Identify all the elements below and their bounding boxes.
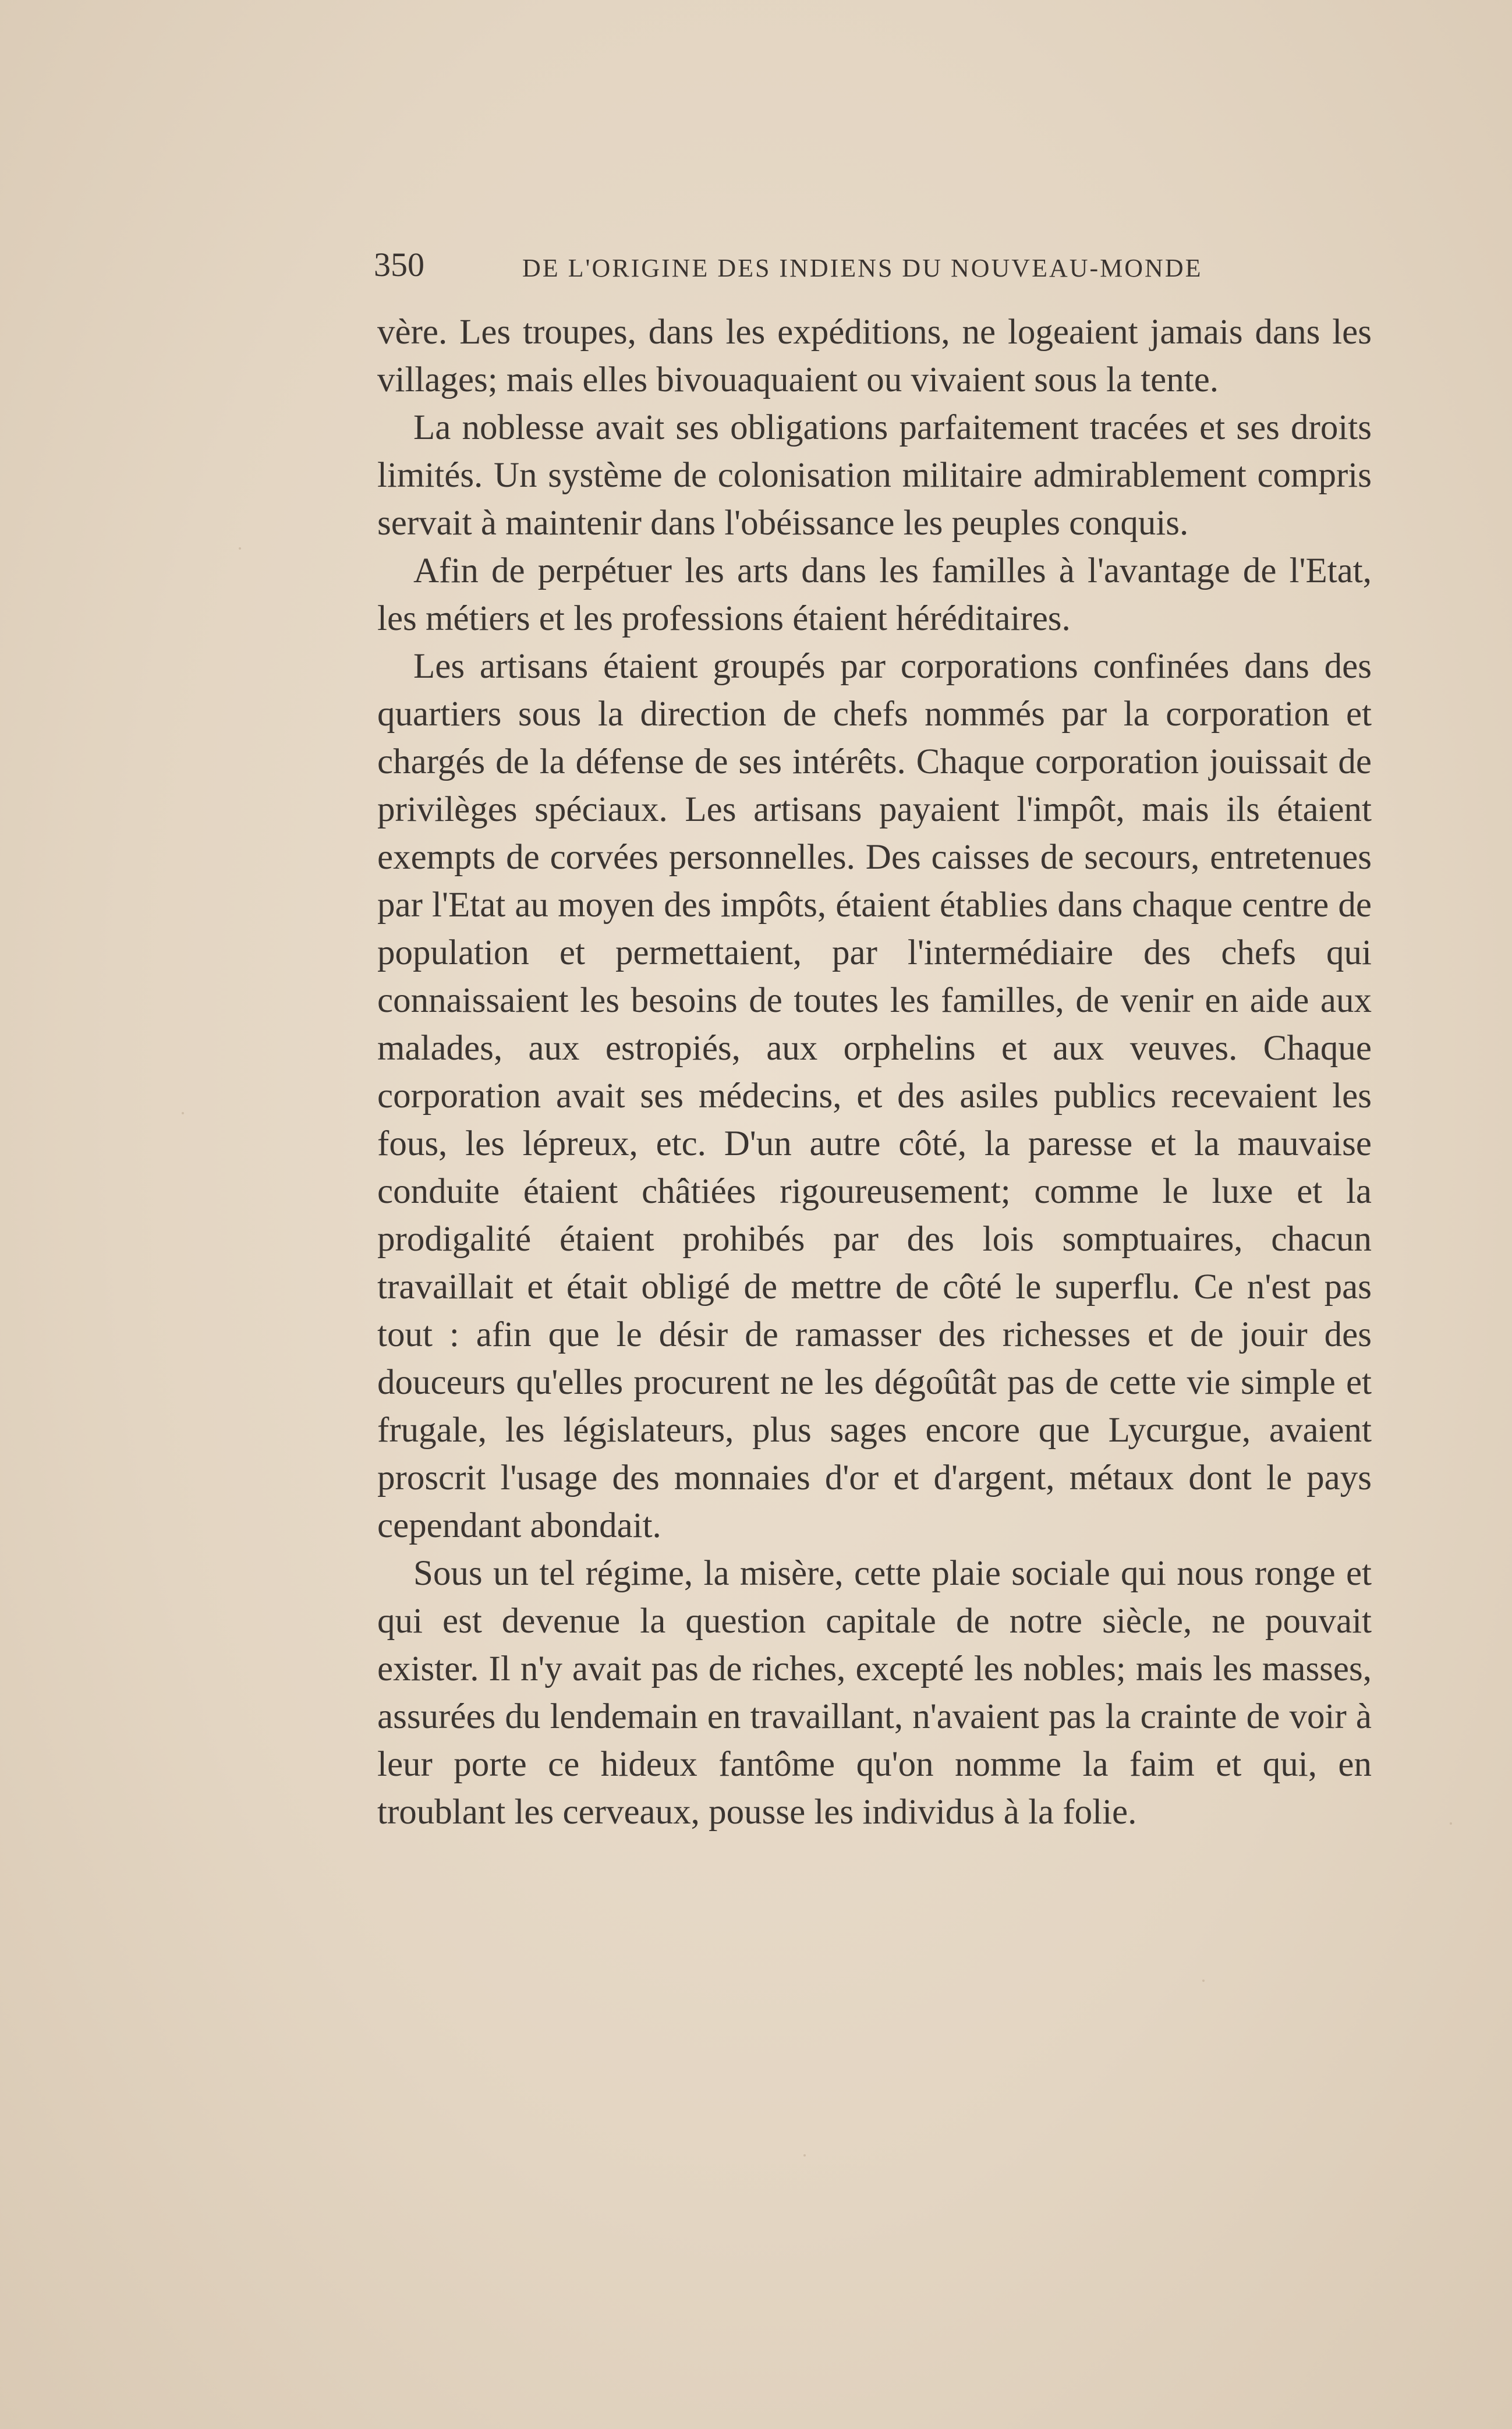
paragraph-artisans: Les artisans étaient groupés par corporations confinées dans des quartiers sous la direction de chefs nommés par la corporation et chargés de la défense de ses intérêts. Chaque corporation jouissait de privilèges spéciaux. Les artisans payaient l'impôt, mais ils étaient exempts de corvées personnelles. Des caisses de secours, entretenues par l'Etat au moyen des impôts, étaient établies dans chaque centre de population et permettaient, par l'intermédiaire des chefs qui connaissaient les besoins de toutes les familles, de venir en aide aux malades, aux estropiés, aux orphelins et aux veuves. Chaque corporation avait ses médecins, et des asiles publics recevaient les fous, les lépreux, etc. D'un autre côté, la paresse et la mauvaise conduite étaient châtiées rigoureusement; comme le luxe et la prodigalité étaient prohibés par des lois somptuaires, chacun travaillait et était obligé de mettre de côté le superflu. Ce n'est pas tout : afin que le désir de ramasser des richesses et de jouir des douceurs qu'elles procurent ne les dégoûtât pas de cette vie simple et frugale, les législateurs, plus sages encore que Lycurgue, avaient proscrit l'usage des monnaies d'or et d'argent, métaux dont le pays cependant abondait. — [377, 647, 1372, 1545]
paper-speck — [182, 1112, 184, 1114]
paragraph-continuation: vère. Les troupes, dans les expéditions, ne logeaient jamais dans les villages; mais elles bivouaquaient ou vivaient sous la tente. — [377, 313, 1372, 399]
running-title: DE L'ORIGINE DES INDIENS DU NOUVEAU-MONDE — [522, 254, 1203, 282]
paragraph-noblesse: La noblesse avait ses obligations parfaitement tracées et ses droits limités. Un système de colonisation militaire admirablement compris servait à maintenir dans l'obéissance les peuples conquis. — [377, 408, 1372, 543]
paper-speck — [1202, 1980, 1205, 1982]
page-header — [374, 239, 1375, 291]
page-number: 350 — [374, 246, 424, 284]
paper-speck — [803, 2154, 806, 2157]
paragraph-arts: Afin de perpétuer les arts dans les familles à l'avantage de l'Etat, les métiers et les professions étaient héréditaires. — [377, 551, 1372, 638]
body-text — [377, 309, 1372, 1836]
paper-speck — [1450, 1822, 1452, 1825]
paper-speck — [239, 547, 241, 550]
paragraph-misere: Sous un tel régime, la misère, cette plaie sociale qui nous ronge et qui est devenue la question capitale de notre siècle, ne pouvait exister. Il n'y avait pas de riches, excepté les nobles; mais les masses, assurées du lendemain en travaillant, n'avaient pas la crainte de voir à leur porte ce hideux fantôme qu'on nomme la faim et qui, en troublant les cerveaux, pousse les individus à la folie. — [377, 1554, 1372, 1832]
